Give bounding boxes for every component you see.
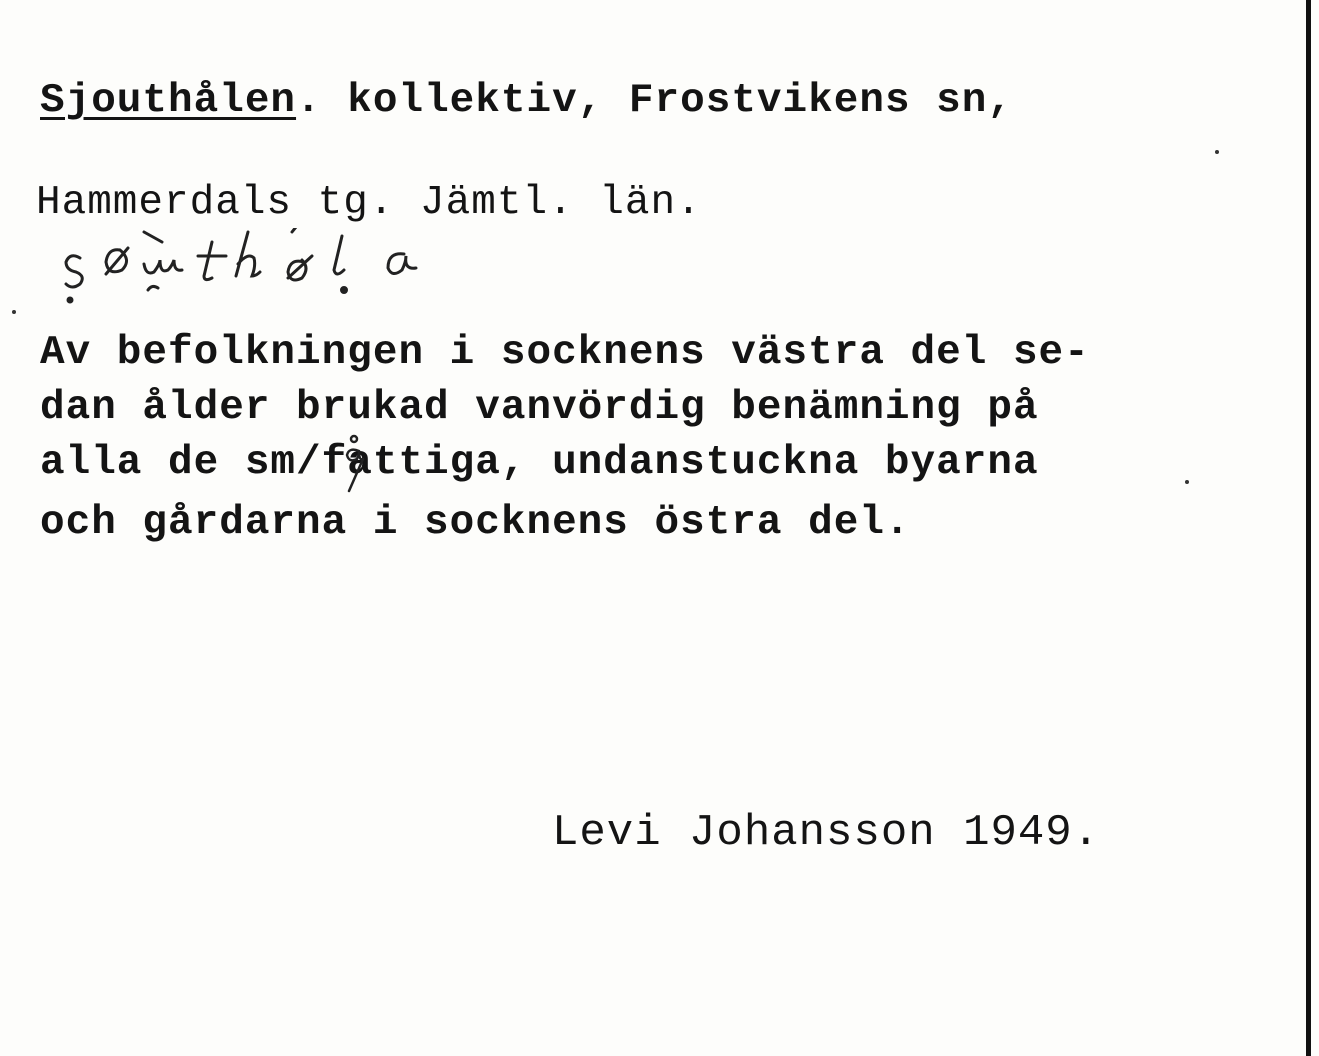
heading-rest: . kollektiv, Frostvikens sn,	[296, 78, 1013, 124]
location-line: Hammerdals tg. Jämtl. län.	[36, 180, 702, 226]
paper-speck	[1185, 480, 1189, 484]
paper-speck	[1215, 150, 1219, 154]
headword: Sjouthålen	[40, 78, 297, 124]
paper-speck	[12, 310, 16, 314]
card-edge	[1306, 0, 1311, 1056]
body-line-3: alla de sm/fattiga, undanstuckna byarna	[40, 440, 1039, 486]
handwritten-correction	[339, 433, 369, 493]
heading-line	[40, 78, 1013, 124]
body-line-1: Av befolkningen i socknens västra del se-	[40, 330, 1090, 376]
body-line-2: dan ålder brukad vanvördig benämning på	[40, 385, 1039, 431]
signature: Levi Johansson 1949.	[552, 808, 1101, 858]
body-line-4: och gårdarna i socknens östra del.	[40, 500, 911, 546]
handwritten-pronunciation	[62, 228, 582, 308]
